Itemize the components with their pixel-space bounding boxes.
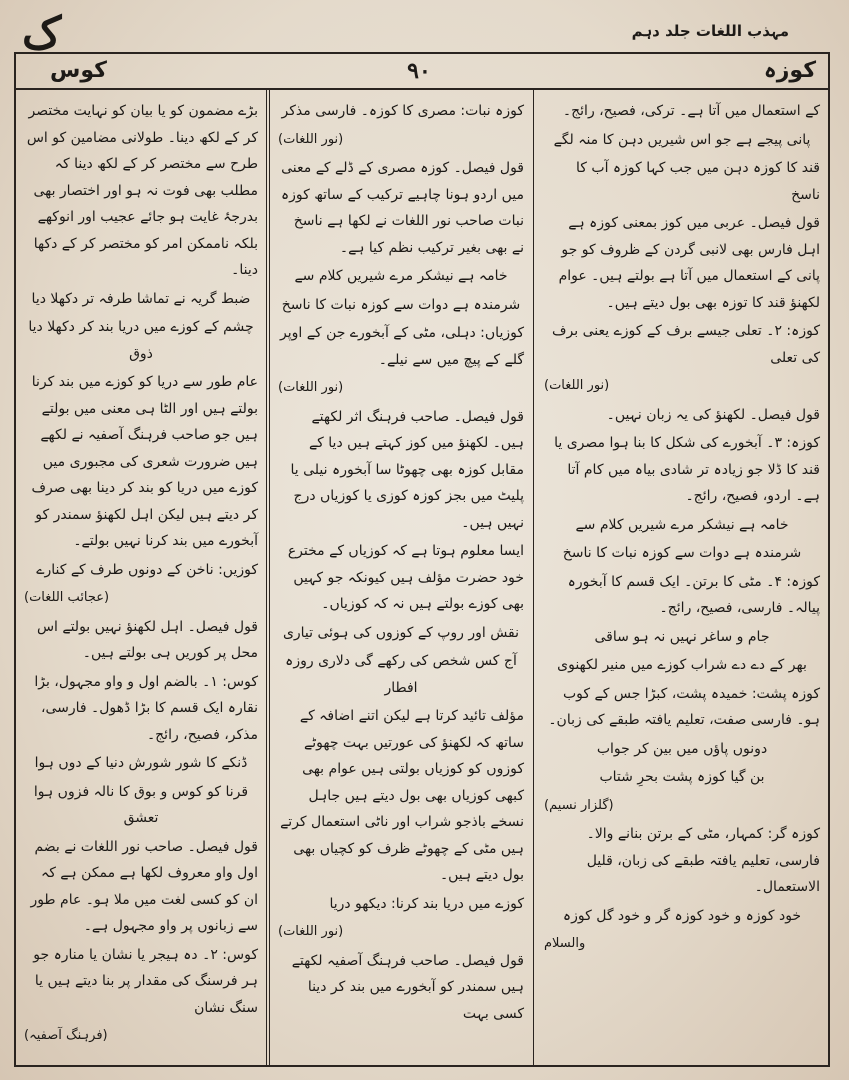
column-divider-right <box>533 90 534 1066</box>
source-citation: (نور اللغات) <box>278 380 344 395</box>
headword-entry: کوزہ گر: کمہار، مٹی کے برتن بنانے والا۔ فارسی، تعلیم یافتہ طبقے کی زبان، قلیل الاستعمال۔ <box>586 826 820 895</box>
verse-line: خامہ ہے نیشکر مرے شیریں کلام سے <box>294 268 508 284</box>
headword-entry: کوس: ۲۔ دہ ہیجر یا نشان یا منارہ جو ہر فرسنگ کی مقدار پر بنا دیتے ہیں یا سنگ نشان <box>33 946 258 1016</box>
entry-text: قول فیصل۔ صاحب نور اللغات نے بضم اول واو معروف لکھا ہے ممکن ہے کہ ان کو کسی لغت میں ملا ہو۔ عام طور سے زبانوں پر واو مجہول ہے۔ <box>30 838 258 934</box>
verse-line: پانی پیجے ہے جو اس شیریں دہن کا منہ لگے <box>553 131 811 148</box>
verse-line: آج کس شخص کی رکھے گی دلاری روزہ افطار <box>285 653 517 696</box>
entry-text: کے استعمال میں آتا ہے۔ ترکی، فصیح، رائج۔ <box>562 103 820 119</box>
headword-entry: کوس: ۱۔ بالضم اول و واو مجہول، بڑا نقارہ ایک قسم کا بڑا ڈھول۔ فارسی، مذکر، فصیح، رائج۔ <box>34 673 258 743</box>
entry-text: قول فیصل۔ لکھنؤ کی یہ زبان نہیں۔ <box>606 406 820 423</box>
entry-text: قول فیصل۔ کوزہ مصری کے ڈلے کے معنی میں اردو ہونا چاہیے ترکیب کے ساتھ کوزہ نبات صاحب نور اللغات نے لکھا ہے ناسخ نے بھی بغیر ترکیب نظم کیا ہے۔ <box>280 160 524 256</box>
section-letter: ک <box>22 8 62 59</box>
source-citation: (فرہنگ آصفیہ) <box>24 1028 108 1043</box>
guide-word-right: کوزہ <box>763 58 816 83</box>
headword-entry: کوزیاں: دہلی، مٹی کے آبخورے جن کے اوپر گلے کے پیچ میں سے نیلے۔ <box>280 325 524 368</box>
verse-line: بھر کے دے دے شراب کوزے میں منیر لکھنوی <box>557 657 807 673</box>
headword-entry: کوزیں: ناخن کے دونوں طرف کے کنارے <box>36 561 258 578</box>
verse-line: قرنا کو کوس و بوق کا نالہ فزوں ہوا تعشق <box>33 783 249 826</box>
source-citation: (گلزار نسیم) <box>544 797 614 813</box>
source-citation: والسلام <box>544 936 586 951</box>
entry-text: قول فیصل۔ اہل لکھنؤ نہیں بولتے اس محل پر کوریں ہی بولتے ہیں۔ <box>36 618 258 661</box>
column-middle <box>270 92 532 1062</box>
verse-line: خامہ ہے نیشکر مرے شیریں کلام سے <box>575 516 789 533</box>
entry-text: قند کا کوزہ دہن میں جب کہا کوزہ آب کا ناسخ <box>576 160 820 203</box>
verse-line: شرمندہ ہے دوات سے کوزہ نبات کا ناسخ <box>562 545 802 561</box>
verse-line: ضبط گریہ نے تماشا طرفہ تر دکھلا دیا <box>31 290 251 307</box>
verse-line: دونوں پاؤں میں بین کر جواب <box>596 740 768 757</box>
column-right <box>536 92 828 1062</box>
verse-line: خود کوزہ و خود کوزہ گر و خود گل کوزہ <box>562 907 802 924</box>
verse-line: بن گیا کوزہ پشت بحرِ شتاب <box>599 769 765 785</box>
entry-text: عام طور سے دریا کو کوزے میں بند کرنا بولتے ہیں اور الٹا ہی معنی میں بولتے ہیں جو صاحب فرہنگ آصفیہ نے لکھے ہیں ضرورت شعری کی مجبوری میں کوزے میں دریا کو بند کر دینا بھی صرف کر دیتے ہیں لیکن اہل لکھنؤ سمندر کو آبخورے میں بند کرنا نہیں بولتے۔ <box>31 374 258 549</box>
column-left <box>16 92 266 1062</box>
entry-text: قول فیصل۔ صاحب فرہنگ اثر لکھتے ہیں۔ لکھنؤ میں کوز کہتے ہیں دیا کے مقابل کوزہ بھی چھوٹا سا آبخورہ نیلی یا پلیٹ میں بجز کوزہ کوزی یا کوزیاں درج نہیں ہیں۔ <box>290 408 524 531</box>
source-citation: (عجائب اللغات) <box>24 590 110 605</box>
entry-text: ایسا معلوم ہوتا ہے کہ کوزیاں کے مخترع خود حضرت مؤلف ہیں کیونکہ جو کہیں بھی کوزے بولتے ہیں نہ کہ کوزیاں۔ <box>287 543 524 612</box>
entry-text: قول فیصل۔ صاحب فرہنگ آصفیہ لکھتے ہیں سمندر کو آبخورے میں بند کر دینا کسی بہت <box>291 952 524 1022</box>
verse-line: شرمندہ ہے دوات سے کوزہ نبات کا ناسخ <box>281 296 521 313</box>
source-citation: (نور اللغات) <box>544 378 610 393</box>
source-citation: (نور اللغات) <box>278 924 344 939</box>
verse-line: جام و ساغر نہیں نہ ہو ساقی <box>594 628 770 645</box>
guide-word-left: کوس <box>50 58 107 83</box>
entry-text: بڑے مضمون کو یا بیان کو نہایت مختصر کر کے لکھ دینا۔ طولانی مضامین کو اس طرح سے مختصر کر کے لکھ دینا کہ مطلب بھی فوت نہ ہو اور اختصار بھی بدرجۂ غایت ہو جائے عجیب اور انوکھے بلکہ ناممکن امر کو مختصر کر کے دکھا دینا۔ <box>26 103 258 278</box>
headword-entry: کوزہ پشت: خمیدہ پشت، کبڑا جس کے کوب ہو۔ فارسی صفت، تعلیم یافتہ طبقے کی زبان۔ <box>548 685 820 728</box>
source-citation: (نور اللغات) <box>278 131 344 147</box>
page-number: ۹۰ <box>407 58 431 84</box>
running-head: مہذب اللغات جلد دہم <box>631 22 789 40</box>
headword-entry: کوزہ: ۳۔ آبخورے کی شکل کا بنا ہوا مصری یا قند کا ڈلا جو زیادہ تر شادی بیاہ میں کام آتا ہے۔ اردو، فصیح، رائج۔ <box>554 435 820 504</box>
headword-entry: کوزہ: ۲۔ تعلی جیسے برف کے کوزے یعنی برف کی تعلی <box>552 323 820 366</box>
verse-line: ڈنکے کا شور شورش دنیا کے دوں ہوا <box>34 755 248 771</box>
header-bar <box>14 52 830 90</box>
verse-line: چشم کے کوزے میں دریا بند کر دکھلا دیا ذوق <box>28 319 254 362</box>
verse-line: نقش اور روپ کے کوزوں کی ہوئی تیاری <box>282 624 520 641</box>
headword-entry: کوزہ: ۴۔ مٹی کا برتن۔ ایک قسم کا آبخورہ پیالہ۔ فارسی، فصیح، رائج۔ <box>567 573 820 616</box>
entry-text: قول فیصل۔ عربی میں کوز بمعنی کوزہ ہے اہل فارس بھی لانبی گردن کے ظروف کو جو پانی کے استعمال میں آتا ہے بولتے ہیں۔ عوام لکھنؤ قند کا توزہ بھی بول دیتے ہیں۔ <box>558 215 820 311</box>
entry-text: مؤلف تائید کرتا ہے لیکن اتنے اضافہ کے ساتھ کہ لکھنؤ کی عورتیں بہت چھوٹے کوزوں کو کوزیاں بولتی ہیں عوام بھی کبھی کوزیاں بھی بول دیتے ہیں جاہل نسخے باذجو شراب اور ناٹی استعمال کرتے ہیں مٹی کے چھوٹے ظرف کو کچیاں بھی بول دیتے ہیں۔ <box>280 708 524 883</box>
headword-entry: کوزہ نبات: مصری کا کوزہ۔ فارسی مذکر <box>281 103 524 119</box>
headword-entry: کوزے میں دریا بند کرنا: دیکھو دریا <box>329 895 524 912</box>
